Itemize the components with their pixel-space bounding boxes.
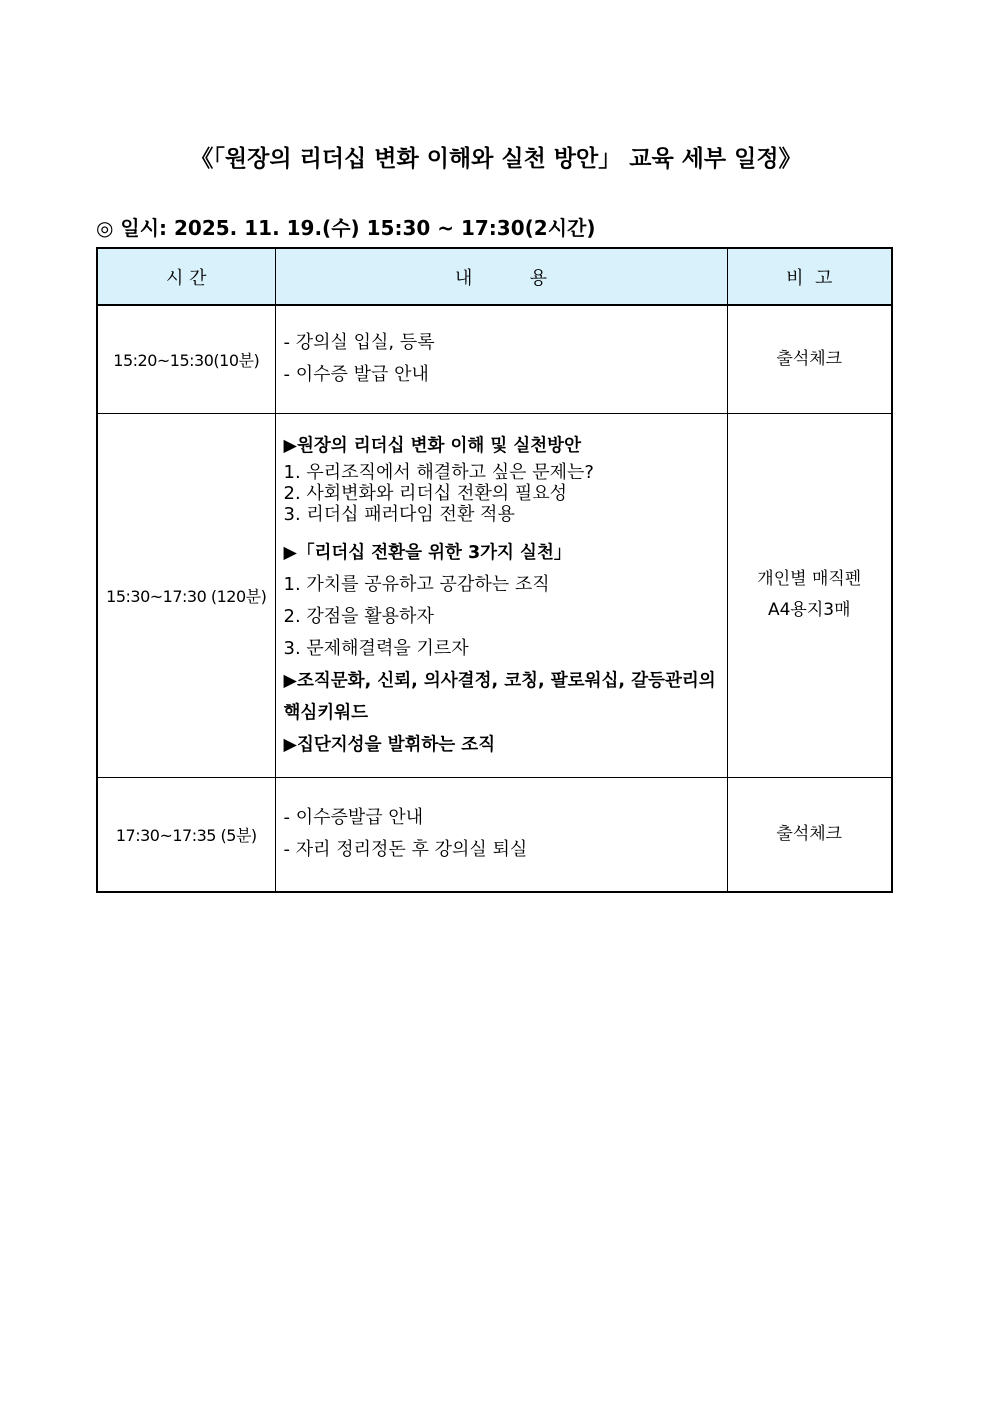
content-item: 1. 우리조직에서 해결하고 싶은 문제는? — [283, 461, 594, 483]
content-item: - 이수증 발급 안내 — [283, 364, 429, 386]
header-note: 비 고 — [727, 248, 892, 305]
note-line: A4용지3매 — [767, 600, 851, 620]
event-date-line: ◎ 일시: 2025. 11. 19.(수) 15:30 ~ 17:30(2시간) — [96, 216, 596, 240]
row-time: 15:20~15:30(10분) — [97, 305, 275, 413]
content-item: - 강의실 입실, 등록 — [283, 332, 435, 354]
section-heading: ▶조직문화, 신뢰, 의사결정, 코칭, 팔로워십, 갈등관리의 핵심키워드 — [283, 670, 716, 723]
table-row — [97, 413, 892, 777]
row-note — [727, 413, 892, 777]
content-item: - 이수증발급 안내 — [283, 807, 424, 829]
section-heading: ▶원장의 리더십 변화 이해 및 실천방안 — [283, 435, 581, 456]
table-row — [97, 777, 892, 892]
content-item: - 자리 정리정돈 후 강의실 퇴실 — [283, 839, 528, 861]
row-time: 15:30~17:30 (120분) — [97, 413, 275, 777]
content-item: 2. 강점을 활용하자 — [283, 605, 434, 627]
row-content — [275, 777, 727, 892]
section-heading: ▶집단지성을 발휘하는 조직 — [283, 734, 496, 755]
row-content — [275, 305, 727, 413]
content-item: 3. 리더십 패러다임 전환 적용 — [283, 503, 515, 525]
content-item: 1. 가치를 공유하고 공감하는 조직 — [283, 573, 550, 595]
content-item: 2. 사회변화와 리더십 전환의 필요성 — [283, 482, 567, 504]
row-content — [275, 413, 727, 777]
row-note: 출석체크 — [727, 305, 892, 413]
row-note: 출석체크 — [727, 777, 892, 892]
header-content: 내 용 — [275, 248, 727, 305]
table-header-row — [97, 248, 892, 305]
content-item: 3. 문제해결력을 기르자 — [283, 637, 469, 659]
row-time: 17:30~17:35 (5분) — [97, 777, 275, 892]
note-line: 개인별 매직펜 — [757, 569, 862, 589]
table-row — [97, 305, 892, 413]
schedule-table — [96, 247, 893, 893]
document-title: 《「원장의 리더십 변화 이해와 실천 방안」 교육 세부 일정》 — [190, 146, 802, 172]
section-heading: ▶「리더십 전환을 위한 3가지 실천」 — [283, 542, 572, 563]
header-time: 시 간 — [97, 248, 275, 305]
